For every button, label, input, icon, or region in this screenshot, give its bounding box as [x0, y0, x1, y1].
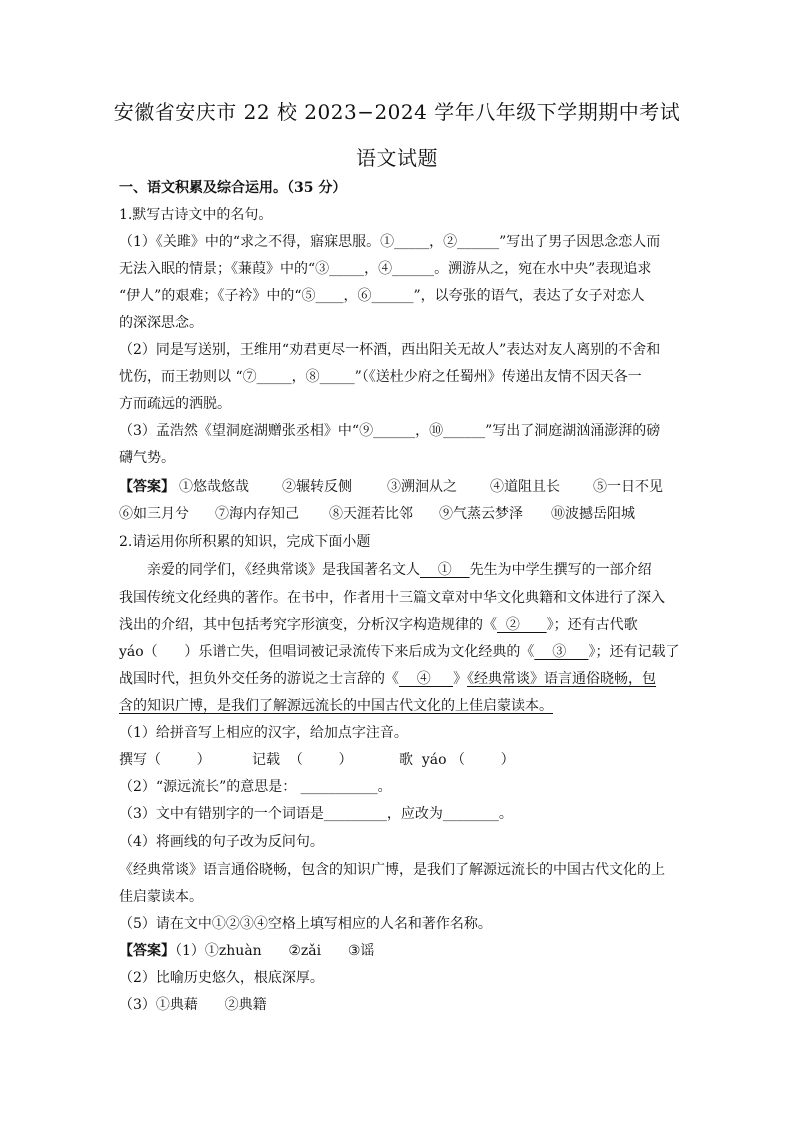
sub-question: （1）给拼音写上相应的汉字，给加点字注音。: [119, 725, 408, 741]
pinyin-item: 歌 yáo （ ）: [399, 752, 515, 768]
answer-line: 【答案】（1）①zhuàn ②zǎi ③谣: [119, 943, 375, 959]
blank-4: ④: [399, 671, 454, 687]
sub-question: （4）将画线的句子改为反问句。: [119, 834, 324, 850]
question-1-text-line: 礴气势。: [119, 450, 175, 466]
answer-item: ⑥如三月兮: [119, 506, 189, 522]
sub-question: （2）“源远流长”的意思是： ___________。: [119, 779, 392, 795]
blank-1: ①: [420, 562, 470, 578]
answer-row: [119, 477, 679, 497]
underlined-sentence: 含的知识广博，是我们了解源远流长的中国古代文化的上佳启蒙读本。: [119, 698, 553, 714]
document-title: 安徽省安庆市 22 校 2023−2024 学年八年级下学期期中考试: [113, 100, 681, 124]
question-1-text-line: 忧伤，而王勃则以 “⑦_____，⑧_____”（《送杜少府之任蜀州》传递出友情不因天各一: [119, 369, 642, 385]
blank-3: ③: [534, 644, 589, 660]
quoted-sentence: 佳启蒙读本。: [119, 889, 203, 905]
pinyin-item: 记载 （ ）: [252, 752, 353, 768]
quoted-sentence: 《经典常谈》语言通俗晓畅，包含的知识广博，是我们了解源远流长的中国古代文化的上: [119, 862, 665, 878]
blank-2: ②: [497, 617, 547, 633]
answer-line: （3）①典藉 ②典籍: [119, 997, 267, 1013]
answer-item: ③溯洄从之: [387, 479, 457, 495]
question-1-text-line: 的深深思念。: [119, 315, 203, 331]
answer-item: ⑩波撼岳阳城: [551, 506, 635, 522]
document-subtitle: 语文试题: [356, 146, 438, 170]
question-1-text-line: “伊人”的艰难；《子衿》中的“⑤____，⑥______”，以夸张的语气，表达了女子对恋人: [119, 288, 645, 304]
question-1-text-line: 方而疏远的洒脱。: [119, 396, 231, 412]
answer-item: ⑧天涯若比邻: [329, 506, 413, 522]
answer-label: 【答案】: [119, 943, 175, 959]
answer-item: ④道阻且长: [490, 479, 560, 495]
answer-item: ⑨气蒸云梦泽: [439, 506, 523, 522]
answer-row: [119, 504, 679, 524]
underlined-sentence: 《经典常谈》语言通俗晓畅，包: [467, 671, 657, 687]
question-1-heading: 1.默写古诗文中的名句。: [119, 207, 273, 223]
answer-item: ⑦海内存知己: [215, 506, 299, 522]
answer-item: ②辗转反侧: [282, 479, 352, 495]
pinyin-items: [119, 750, 679, 770]
answer-line: （2）比喻历史悠久，根底深厚。: [119, 970, 324, 986]
section-heading: 一、语文积累及综合运用。（35 分）: [119, 180, 347, 196]
question-1-text-line: 无法入眠的情景；《蒹葭》中的“③_____，④______。溯游从之，宛在水中央”表现追求: [119, 261, 652, 277]
answer-label: 【答案】: [119, 479, 175, 495]
sub-question: （5）请在文中①②③④空格上填写相应的人名和著作名称。: [119, 916, 492, 932]
answer-item: ⑤一日不见: [593, 479, 663, 495]
sub-question: （3）文中有错别字的一个词语是_________，应改为________。: [119, 806, 513, 822]
passage-line: 我国传统文化经典的著作。在书中，作者用十三篇文章对中华文化典籍和文体进行了深入: [119, 590, 665, 606]
pinyin-item: 撰写（ ）: [119, 752, 211, 768]
question-1-text-line: （2）同是写送别，王维用“劝君更尽一杯酒，西出阳关无故人”表达对友人离别的不舍和: [119, 342, 661, 358]
answer-item: ①悠哉悠哉: [179, 479, 249, 495]
passage-line: 亲爱的同学们，《经典常谈》是我国著名文人 ① 先生为中学生撰写的一部介绍: [147, 562, 652, 578]
question-1-text-line: （1）《关雎》中的“求之不得，寤寐思服。①_____，②______”写出了男子因思念恋人而: [119, 234, 661, 250]
passage-line: 战国时代，担负外交任务的游说之士言辞的《 ④ 》《经典常谈》语言通俗晓畅，包: [119, 671, 657, 687]
question-2-heading: 2.请运用你所积累的知识，完成下面小题: [119, 534, 371, 550]
passage-line: 浅出的介绍，其中包括考究字形演变，分析汉字构造规律的《 ② 》；还有古代歌: [119, 617, 638, 633]
passage-line: yáo（ ）乐谱亡失，但唱词被记录流传下来后成为文化经典的《 ③ 》；还有记载了: [119, 644, 680, 660]
question-1-text-line: （3）孟浩然《望洞庭湖赠张丞相》中“⑨______，⑩______”写出了洞庭湖汹涌澎湃的磅: [119, 423, 661, 439]
